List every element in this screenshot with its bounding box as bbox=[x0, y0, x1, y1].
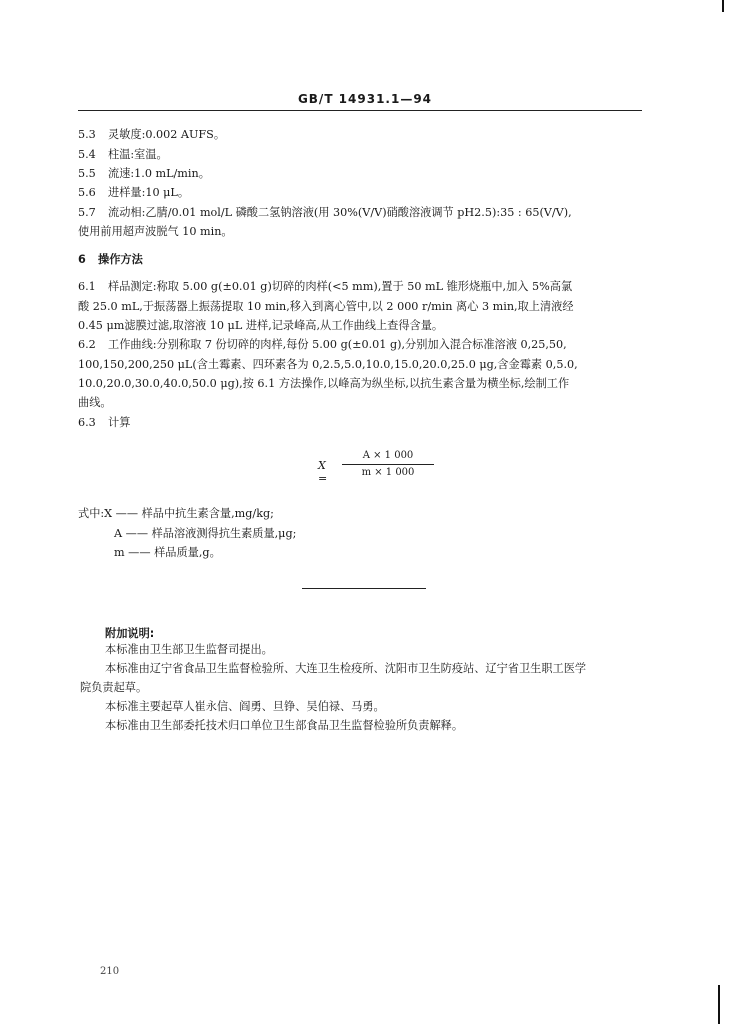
page-number: 210 bbox=[100, 966, 120, 977]
clause-5-3: 5.3 灵敏度:0.002 AUFS。 bbox=[78, 128, 226, 141]
clause-6-2: 6.2 工作曲线:分别称取 7 份切碎的肉样,每份 5.00 g(±0.01 g),分别加入混合标准溶液 0,25,50, bbox=[78, 338, 567, 351]
formula-numerator: A × 1 000 bbox=[362, 450, 414, 461]
clause-6-3: 6.3 计算 bbox=[78, 416, 131, 429]
section-6-heading: 6 操作方法 bbox=[78, 253, 143, 266]
scan-edge-mark bbox=[718, 985, 720, 1024]
where-x: 式中:X —— 样品中抗生素含量,mg/kg; bbox=[78, 507, 274, 520]
clause-5-7: 5.7 流动相:乙腈/0.01 mol/L 磷酸二氢钠溶液(用 30%(V/V)硝酸溶液调节 pH2.5):35 : 65(V/V), bbox=[78, 206, 572, 219]
formula-denominator: m × 1 000 bbox=[361, 467, 415, 478]
clause-6-2-cont: 10.0,20.0,30.0,40.0,50.0 μg),按 6.1 方法操作,以峰高为纵坐标,以抗生素含量为横坐标,绘制工作 bbox=[78, 377, 570, 390]
clause-5-7-cont: 使用前用超声波脱气 10 min。 bbox=[78, 225, 233, 238]
clause-6-2-cont: 曲线。 bbox=[78, 396, 112, 409]
clause-5-6: 5.6 进样量:10 μL。 bbox=[78, 186, 190, 199]
clause-6-1: 6.1 样品测定:称取 5.00 g(±0.01 g)切碎的肉样(<5 mm),置于 50 mL 锥形烧瓶中,加入 5%高氯 bbox=[78, 280, 573, 293]
where-a: A —— 样品溶液测得抗生素质量,μg; bbox=[114, 527, 297, 540]
end-rule bbox=[302, 588, 426, 589]
clause-5-4: 5.4 柱温:室温。 bbox=[78, 148, 168, 161]
clause-6-1-cont: 酸 25.0 mL,于振荡器上振荡提取 10 min,移入到离心管中,以 2 000 r/min 离心 3 min,取上清液经 bbox=[78, 300, 574, 313]
clause-5-5: 5.5 流速:1.0 mL/min。 bbox=[78, 167, 210, 180]
formula-fraction bbox=[342, 450, 434, 479]
clause-6-2-cont: 100,150,200,250 μL(含土霉素、四环素各为 0,2.5,5.0,10.0,15.0,20.0,25.0 μg,含金霉素 0,5.0, bbox=[78, 358, 578, 371]
note-paragraph-cont: 院负责起草。 bbox=[80, 681, 148, 694]
standard-header: GB/T 14931.1—94 bbox=[297, 92, 433, 106]
header-rule bbox=[78, 110, 642, 111]
formula-lhs: X = bbox=[318, 459, 328, 485]
where-m: m —— 样品质量,g。 bbox=[114, 546, 221, 559]
note-paragraph: 本标准主要起草人崔永信、阎勇、旦铮、吴伯禄、马勇。 bbox=[105, 700, 385, 713]
fraction-bar bbox=[342, 464, 434, 465]
note-paragraph: 本标准由卫生部卫生监督司提出。 bbox=[105, 643, 273, 656]
note-paragraph: 本标准由卫生部委托技术归口单位卫生部食品卫生监督检验所负责解释。 bbox=[105, 719, 464, 732]
additional-notes-heading: 附加说明: bbox=[105, 627, 155, 640]
clause-6-1-cont: 0.45 μm滤膜过滤,取溶液 10 μL 进样,记录峰高,从工作曲线上查得含量。 bbox=[78, 319, 444, 332]
scan-edge-mark bbox=[722, 0, 730, 12]
note-paragraph: 本标准由辽宁省食品卫生监督检验所、大连卫生检疫所、沈阳市卫生防疫站、辽宁省卫生职工医学 bbox=[105, 662, 587, 675]
